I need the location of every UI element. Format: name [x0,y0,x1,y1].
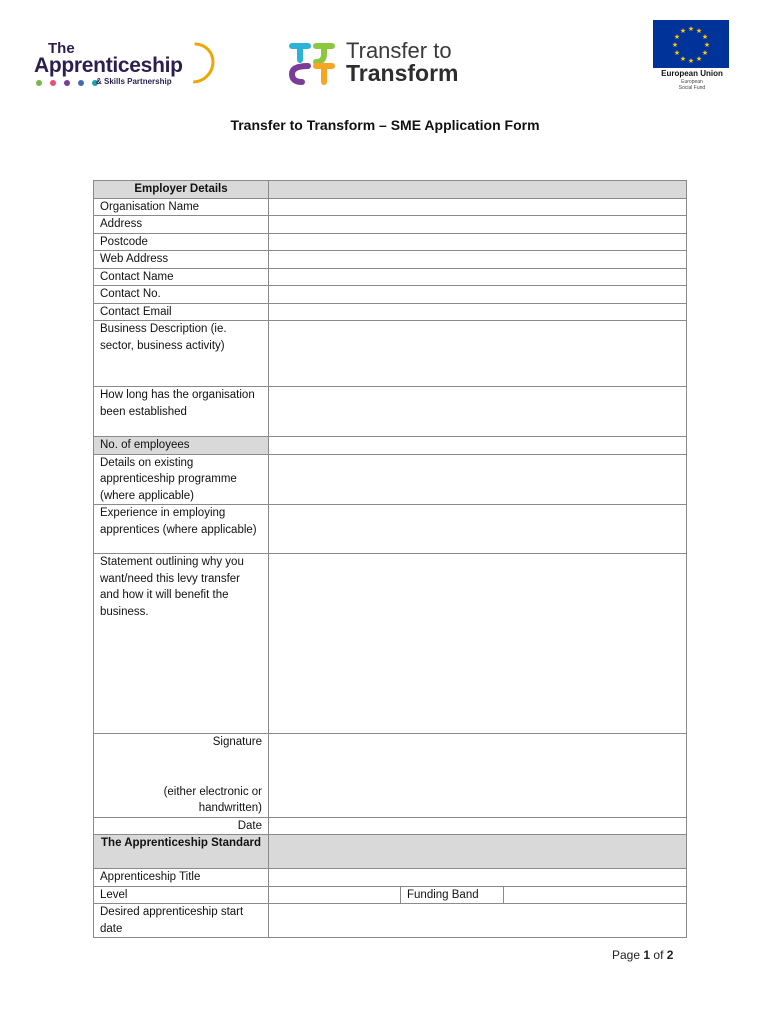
transfer-to-transform-logo [288,38,488,88]
logo-arc-icon [165,34,223,92]
eu-flag-icon [653,20,729,68]
contact-name-label: Contact Name [94,268,269,286]
postcode-field[interactable] [269,233,687,251]
eu-name-text: European Union [661,69,723,78]
business-description-label: Business Description (ie. sector, business activity) [94,321,269,387]
contact-no-field[interactable] [269,286,687,304]
svg-text:★: ★ [687,57,695,65]
web-address-field[interactable] [269,251,687,269]
eu-fund-text [652,79,732,91]
how-long-established-label: How long has the organisation been established [94,387,269,437]
signature-label: Signature [212,736,262,748]
svg-text:★: ★ [671,41,679,49]
logo-dots [36,80,98,86]
t2t-mark-icon [288,40,338,86]
eu-sub-social-fund: Social Fund [678,85,706,91]
address-label: Address [94,216,269,234]
logo-dot-icon [64,80,70,86]
apprenticeship-title-label: Apprenticeship Title [94,869,269,887]
svg-text:★: ★ [695,55,703,63]
organisation-name-field[interactable] [269,198,687,216]
logo-dot-icon [36,80,42,86]
level-row-cell [269,886,687,904]
of-word: of [653,948,664,962]
organisation-name-label: Organisation Name [94,198,269,216]
date-label: Date [94,817,269,835]
statement-label: Statement outlining why you want/need this levy transfer and how it will benefit the business. [94,554,269,734]
page-word: Page [612,948,641,962]
logo-text-transfer-to: Transfer to [346,38,452,63]
level-row-inner [269,887,686,904]
svg-text:★: ★ [673,49,681,57]
svg-text:★: ★ [673,33,681,41]
level-field[interactable] [269,887,401,904]
employer-details-header-fill [269,181,687,199]
form-title: Transfer to Transform – SME Application Form [230,117,540,133]
logo-dot-icon [50,80,56,86]
logo-text-skills-partnership: & Skills Partnership [96,77,172,86]
web-address-label: Web Address [94,251,269,269]
funding-band-field[interactable] [504,887,686,904]
svg-text:★: ★ [687,25,695,33]
postcode-label: Postcode [94,233,269,251]
svg-text:★: ★ [701,49,709,57]
contact-email-label: Contact Email [94,303,269,321]
funding-band-label: Funding Band [401,887,504,904]
apprenticeship-skills-partnership-logo [34,40,214,90]
logo-dot-icon [78,80,84,86]
signature-note: (either electronic or handwritten) [163,785,262,814]
eu-sub-european: European [681,79,703,85]
svg-text:★: ★ [703,41,711,49]
signature-label-cell [94,734,269,818]
start-date-field[interactable] [269,904,687,938]
business-description-field[interactable] [269,321,687,387]
employer-details-header: Employer Details [94,181,269,199]
application-form-table [93,180,687,938]
apprenticeship-standard-header: The Apprenticeship Standard [94,835,269,869]
european-union-logo [652,20,732,95]
apprenticeship-title-field[interactable] [269,869,687,887]
page-number-footer [612,948,673,962]
contact-no-label: Contact No. [94,286,269,304]
contact-email-field[interactable] [269,303,687,321]
logo-text-the: The [48,40,75,57]
start-date-label: Desired apprenticeship start date [94,904,269,938]
contact-name-field[interactable] [269,268,687,286]
svg-text:★: ★ [679,55,687,63]
svg-text:★: ★ [701,33,709,41]
address-field[interactable] [269,216,687,234]
page-total: 2 [666,948,674,962]
svg-text:★: ★ [679,27,687,35]
date-field[interactable] [269,817,687,835]
page-current: 1 [643,948,651,962]
how-long-established-field[interactable] [269,387,687,437]
statement-field[interactable] [269,554,687,734]
page-header [0,0,770,100]
logo-text-apprenticeship: Apprenticeship [34,54,183,77]
svg-text:★: ★ [695,27,703,35]
experience-label: Experience in employing apprentices (where applicable) [94,505,269,554]
experience-field[interactable] [269,505,687,554]
existing-programme-field[interactable] [269,454,687,505]
signature-field[interactable] [269,734,687,818]
apprenticeship-standard-header-fill [269,835,687,869]
existing-programme-label: Details on existing apprenticeship programme (where applicable) [94,454,269,505]
employees-label: No. of employees [94,437,269,455]
level-label: Level [94,886,269,904]
employees-field[interactable] [269,437,687,455]
logo-text-transform: Transform [346,60,459,86]
